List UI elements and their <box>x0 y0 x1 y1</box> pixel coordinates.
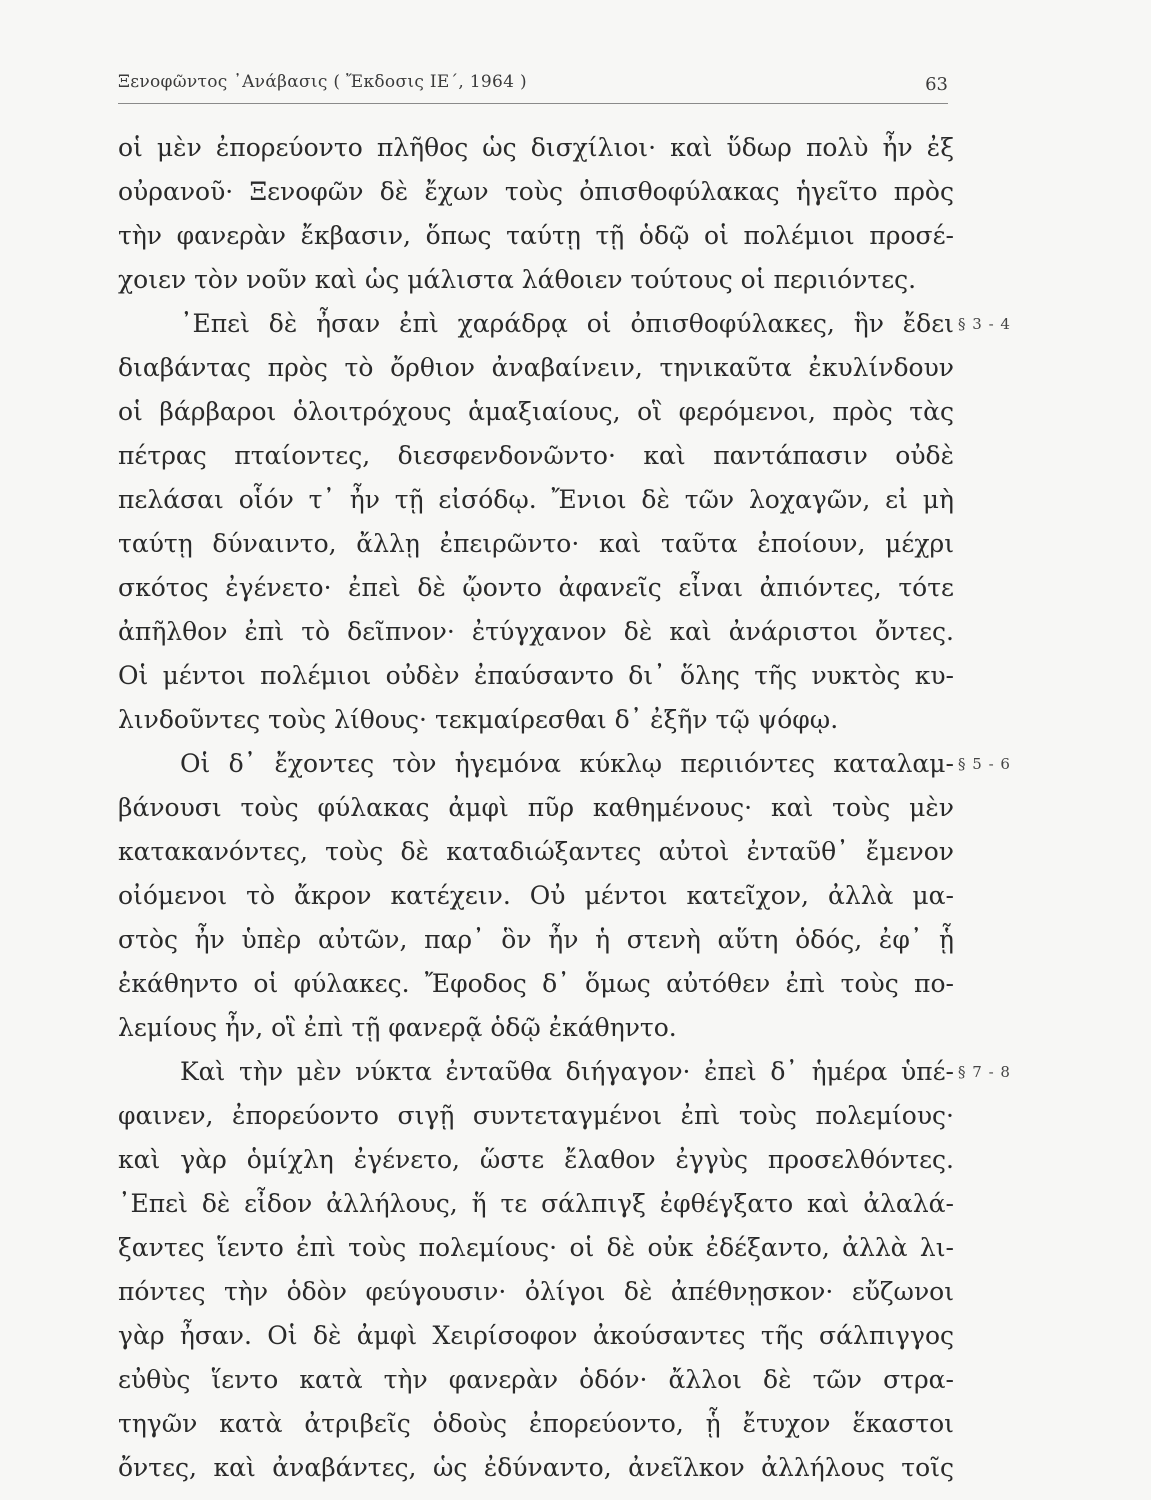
text-line: Καὶ τὴν μὲν νύκτα ἐνταῦθα διήγαγον· ἐπεὶ δ᾿ ἡμέρα ὑπέ- <box>180 1057 954 1086</box>
text-line: Οἱ μέντοι πολέμιοι οὐδὲν ἐπαύσαντο δι᾿ ὅλης τῆς νυκτὸς κυ- <box>118 661 954 690</box>
text-line: οἱ μὲν ἐπορεύοντο πλῆθος ὡς δισχίλιοι· καὶ ὕδωρ πολὺ ἦν ἐξ <box>118 133 954 162</box>
text-line: οἰόμενοι τὸ ἄκρον κατέχειν. Οὐ μέντοι κατεῖχον, ἀλλὰ μα- <box>118 881 954 910</box>
text-line: πελάσαι οἷόν τ᾿ ἦν τῇ εἰσόδῳ. Ἔνιοι δὲ τῶν λοχαγῶν, εἰ μὴ <box>118 485 954 514</box>
text-line: φαινεν, ἐπορεύοντο σιγῇ συντεταγμένοι ἐπὶ τοὺς πολεμίους· <box>118 1101 954 1130</box>
page-number: 63 <box>925 74 948 95</box>
text-line: ἐκάθηντο οἱ φύλακες. Ἔφοδος δ᾿ ὅμως αὐτόθεν ἐπὶ τοὺς πο- <box>118 969 954 998</box>
text-line: κατακανόντες, τοὺς δὲ καταδιώξαντες αὐτοὶ ἐνταῦθ᾿ ἔμενον <box>118 837 954 866</box>
text-line: οὐρανοῦ· Ξενοφῶν δὲ ἔχων τοὺς ὀπισθοφύλακας ἡγεῖτο πρὸς <box>118 177 954 206</box>
text-line: λεμίους ἦν, οἳ ἐπὶ τῇ φανερᾷ ὁδῷ ἐκάθηντο. <box>118 1013 677 1042</box>
text-line: εὐθὺς ἵεντο κατὰ τὴν φανερὰν ὁδόν· ἄλλοι δὲ τῶν στρα- <box>118 1365 954 1394</box>
section-mark: § 5 - 6 <box>958 755 1011 773</box>
section-mark: § 7 - 8 <box>958 1063 1011 1081</box>
text-line: ᾿Επεὶ δὲ εἶδον ἀλλήλους, ἥ τε σάλπιγξ ἐφθέγξατο καὶ ἀλαλά- <box>118 1189 954 1218</box>
text-line: γὰρ ἦσαν. Οἱ δὲ ἀμφὶ Χειρίσοφον ἀκούσαντες τῆς σάλπιγγος <box>118 1321 954 1350</box>
text-line: λινδοῦντες τοὺς λίθους· τεκμαίρεσθαι δ᾿ ἐξῆν τῷ ψόφῳ. <box>118 705 839 734</box>
text-line: σκότος ἐγένετο· ἐπεὶ δὲ ᾤοντο ἀφανεῖς εἶναι ἀπιόντες, τότε <box>118 573 954 602</box>
text-line: ὄντες, καὶ ἀναβάντες, ὡς ἐδύναντο, ἀνεῖλκον ἀλλήλους τοῖς <box>118 1453 954 1482</box>
text-line: ξαντες ἵεντο ἐπὶ τοὺς πολεμίους· οἱ δὲ οὐκ ἐδέξαντο, ἀλλὰ λι- <box>118 1233 954 1262</box>
text-line: ἀπῆλθον ἐπὶ τὸ δεῖπνον· ἐτύγχανον δὲ καὶ ἀνάριστοι ὄντες. <box>118 617 954 646</box>
header-rule <box>118 103 948 104</box>
text-line: τὴν φανερὰν ἔκβασιν, ὅπως ταύτῃ τῇ ὁδῷ οἱ πολέμιοι προσέ- <box>118 221 954 250</box>
section-mark: § 3 - 4 <box>958 315 1011 333</box>
running-header <box>118 72 948 102</box>
text-line: χοιεν τὸν νοῦν καὶ ὡς μάλιστα λάθοιεν τούτους οἱ περιιόντες. <box>118 265 917 294</box>
text-line: Οἱ δ᾿ ἔχοντες τὸν ἡγεμόνα κύκλῳ περιιόντες καταλαμ- <box>180 749 954 778</box>
text-line: τηγῶν κατὰ ἀτριβεῖς ὁδοὺς ἐπορεύοντο, ᾗ ἔτυχον ἕκαστοι <box>118 1409 954 1438</box>
text-line: πέτρας πταίοντες, διεσφενδονῶντο· καὶ παντάπασιν οὐδὲ <box>118 441 954 470</box>
text-line: καὶ γὰρ ὁμίχλη ἐγένετο, ὥστε ἔλαθον ἐγγὺς προσελθόντες. <box>118 1145 954 1174</box>
running-title: Ξενοφῶντος ᾿Ανάβασις ( Ἔκδοσις ΙΕ΄, 1964 ) <box>118 72 527 92</box>
text-line: ᾿Επεὶ δὲ ἦσαν ἐπὶ χαράδρᾳ οἱ ὀπισθοφύλακες, ἣν ἔδει <box>180 309 954 338</box>
text-line: οἱ βάρβαροι ὁλοιτρόχους ἁμαξιαίους, οἳ φερόμενοι, πρὸς τὰς <box>118 397 954 426</box>
text-line: διαβάντας πρὸς τὸ ὄρθιον ἀναβαίνειν, τηνικαῦτα ἐκυλίνδουν <box>118 353 954 382</box>
text-line: πόντες τὴν ὁδὸν φεύγουσιν· ὀλίγοι δὲ ἀπέθνῃσκον· εὔζωνοι <box>118 1277 954 1306</box>
text-line: ταύτῃ δύναιντο, ἄλλῃ ἐπειρῶντο· καὶ ταῦτα ἐποίουν, μέχρι <box>118 529 954 558</box>
text-line: βάνουσι τοὺς φύλακας ἀμφὶ πῦρ καθημένους· καὶ τοὺς μὲν <box>118 793 954 822</box>
text-line: στὸς ἦν ὑπὲρ αὐτῶν, παρ᾿ ὃν ἦν ἡ στενὴ αὕτη ὁδός, ἐφ᾿ ᾗ <box>118 925 954 954</box>
